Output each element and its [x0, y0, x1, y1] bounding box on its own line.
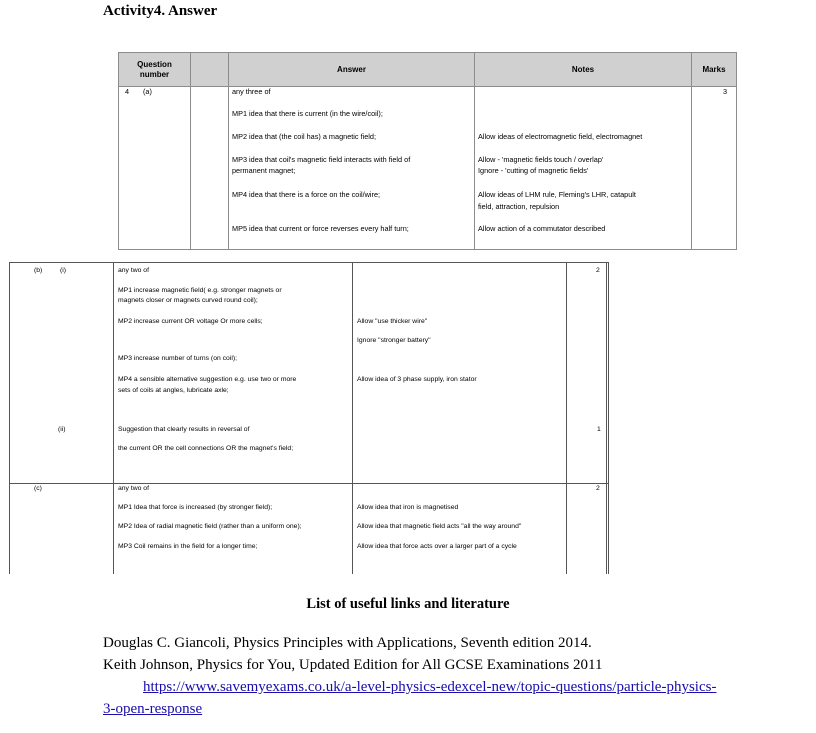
part-c-label: (c) [34, 485, 42, 492]
answer-mp4: MP4 idea that there is a force on the coil/wire; [232, 190, 381, 199]
question-number: 4 [125, 87, 130, 96]
part-c-mp1: MP1 Idea that force is increased (by stronger field); [118, 504, 273, 511]
part-b-i-label: (i) [60, 267, 67, 274]
answer-mp1: MP1 idea that there is current (in the wire/coil); [232, 109, 383, 118]
part-b-marks: 2 [596, 267, 600, 274]
part-c-mp3-note: Allow idea that force acts over a larger part of a cycle [357, 543, 517, 550]
answer-intro: any three of [232, 87, 271, 96]
part-b-ii-text: Suggestion that clearly results in reversal of [118, 426, 250, 433]
part-b-ii-text-cont: the current OR the cell connections OR the magnet's field; [118, 445, 294, 452]
part-c-mp2: MP2 Idea of radial magnetic field (rather than a uniform one); [118, 523, 302, 530]
mark-scheme-table-4b-4c [0, 262, 609, 574]
links-section-title: List of useful links and literature [306, 596, 510, 612]
reference-giancoli: Douglas C. Giancoli, Physics Principles with Applications, Seventh edition 2014. [103, 635, 592, 651]
part-c-marks: 2 [596, 485, 600, 492]
part-b-intro: any two of [118, 267, 149, 274]
page-heading: Activity4. Answer [103, 3, 218, 19]
note-mp4: Allow ideas of LHM rule, Fleming's LHR, catapult [478, 190, 636, 199]
savemyexams-link-cont[interactable]: 3-open-response [103, 701, 203, 717]
marks-value: 3 [723, 87, 728, 96]
part-b-mp4-note: Allow idea of 3 phase supply, iron stator [357, 376, 477, 383]
part-b-mp2-note2: Ignore "stronger battery" [357, 337, 431, 344]
header-marks: Marks [702, 64, 726, 74]
part-b-mp4: MP4 a sensible alternative suggestion e.g. use two or more [118, 376, 297, 383]
part-b-mp1-cont: magnets closer or magnets curved round coil); [118, 297, 258, 304]
note-mp3: Allow - 'magnetic fields touch / overlap' [478, 155, 604, 164]
answer-mp2: MP2 idea that (the coil has) a magnetic field; [232, 132, 376, 141]
header-answer: Answer [337, 64, 366, 74]
part-b-ii-label: (ii) [58, 426, 66, 433]
part-b-mp2: MP2 increase current OR voltage Or more cells; [118, 318, 263, 325]
note-mp4-cont: field, attraction, repulsion [478, 202, 560, 211]
note-mp5: Allow action of a commutator described [478, 224, 606, 233]
savemyexams-link[interactable]: https://www.savemyexams.co.uk/a-level-physics-edexcel-new/topic-questions/particle-physics- [143, 679, 717, 695]
part-c-mp3: MP3 Coil remains in the field for a longer time; [118, 543, 258, 550]
answer-mp5: MP5 idea that current or force reverses every half turn; [232, 224, 409, 233]
header-question-number: Question number [137, 59, 172, 79]
part-b-ii-marks: 1 [597, 426, 601, 433]
question-part: (a) [143, 87, 152, 96]
part-b-mp3: MP3 increase number of turns (on coil); [118, 355, 237, 362]
reference-johnson: Keith Johnson, Physics for You, Updated Edition for All GCSE Examinations 2011 [103, 657, 603, 673]
part-b-mp1: MP1 increase magnetic field( e.g. stronger magnets or [118, 287, 282, 294]
note-mp2: Allow ideas of electromagnetic field, electromagnet [478, 132, 643, 141]
part-b-label: (b) [34, 267, 43, 274]
part-c-mp1-note: Allow idea that iron is magnetised [357, 504, 459, 511]
header-notes: Notes [571, 64, 595, 74]
part-b-mp2-note: Allow "use thicker wire" [357, 318, 428, 325]
mark-scheme-table-4a [118, 52, 737, 250]
answer-mp3: MP3 idea that coil's magnetic field interacts with field of [232, 155, 411, 164]
part-c-mp2-note: Allow idea that magnetic field acts "all the way around" [357, 523, 522, 530]
note-mp3-cont: Ignore - 'cutting of magnetic fields' [478, 166, 589, 175]
part-c-intro: any two of [118, 485, 149, 492]
part-b-mp4-cont: sets of coils at angles, lubricate axle; [118, 387, 229, 394]
answer-mp3-cont: permanent magnet; [232, 166, 296, 175]
